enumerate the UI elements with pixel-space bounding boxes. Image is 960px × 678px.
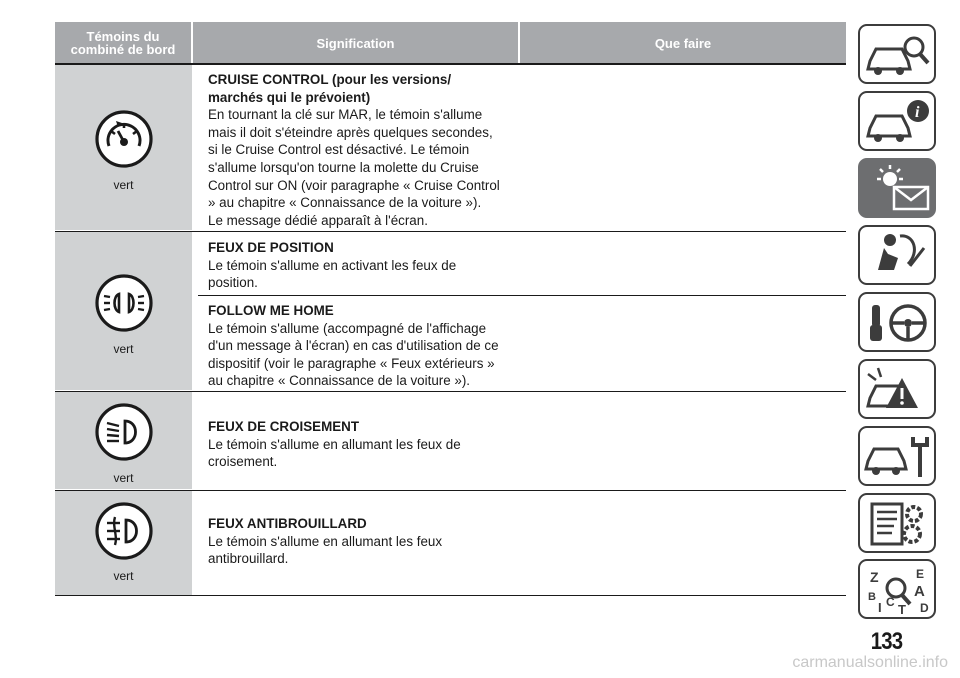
low-beam-icon (94, 402, 154, 462)
row-rule (55, 595, 846, 596)
tab-airbag-seat[interactable] (858, 225, 936, 285)
car-info-icon (864, 96, 932, 148)
sub-row-rule (198, 295, 846, 296)
position-lights-icon (94, 273, 154, 333)
entry-line: Le témoin s'allume en activant les feux de (208, 257, 457, 273)
entry-line: d'un message à l'écran) en cas d'utilisation de ce (208, 338, 499, 354)
entry-line: si le Cruise Control est désactivé. Le témoin (208, 142, 470, 158)
entry-line: au chapitre « Connaissance de la voiture »). (208, 373, 471, 389)
entry-fog-lights (208, 515, 528, 568)
tab-specs-gear[interactable] (858, 493, 936, 553)
svg-text:I: I (878, 600, 882, 615)
svg-text:i: i (915, 104, 920, 121)
svg-text:E: E (916, 567, 925, 581)
header-line-1: Témoins du (86, 29, 160, 44)
key-steering-icon (864, 297, 932, 349)
entry-line: Control sur ON (voir paragraphe « Cruise Control (208, 177, 500, 193)
specs-gear-icon (864, 498, 932, 550)
entry-line: croisement. (208, 454, 278, 470)
lamp-color-label: vert (113, 471, 134, 485)
lamp-color-label: vert (113, 178, 134, 192)
watermark: carmanualsonline.info (792, 654, 948, 671)
warning-lights-icon (864, 163, 932, 215)
index-alphabet-icon (864, 564, 932, 616)
entry-low-beam (208, 418, 528, 471)
entry-line: En tournant la clé sur MAR, le témoin s'allume (208, 107, 483, 123)
entry-title: FOLLOW ME HOME (208, 303, 334, 318)
entry-line: Le témoin s'allume (accompagné de l'affichage (208, 320, 487, 336)
lamp-cell-low-beam (55, 392, 192, 489)
header-what-to-do: Que faire (520, 22, 846, 64)
entry-line: position. (208, 275, 258, 291)
header-meaning: Signification (193, 22, 518, 64)
entry-cruise-control (208, 71, 528, 229)
cruise-control-icon (94, 109, 154, 169)
svg-text:B: B (868, 591, 876, 603)
entry-line: Le message dédié apparaît à l'écran. (208, 212, 428, 228)
lamp-cell-fog (55, 491, 192, 595)
header-line-2: combiné de bord (70, 42, 176, 57)
car-search-icon (864, 29, 932, 81)
tab-index-alphabet[interactable] (858, 559, 936, 619)
entry-title: FEUX DE CROISEMENT (208, 419, 360, 434)
entry-line: Le témoin s'allume en allumant les feux (208, 533, 443, 549)
fog-light-icon (94, 501, 154, 561)
airbag-seat-icon (864, 230, 932, 282)
lamp-cell-position (55, 232, 192, 390)
tab-car-info[interactable] (858, 91, 936, 151)
lamp-cell-cruise (55, 65, 192, 230)
svg-text:T: T (898, 602, 906, 616)
entry-line: dispositif (voir le paragraphe « Feux extérieurs » (208, 355, 495, 371)
svg-text:D: D (920, 601, 929, 615)
entry-line: Le témoin s'allume en allumant les feux de (208, 436, 461, 452)
entry-title: FEUX ANTIBROUILLARD (208, 516, 367, 531)
entry-follow-me-home (208, 302, 528, 390)
svg-text:C: C (886, 595, 895, 609)
car-emergency-icon (864, 364, 932, 416)
header-warning-lights (55, 22, 191, 64)
tab-key-steering[interactable] (858, 292, 936, 352)
car-maintenance-icon (864, 431, 932, 483)
entry-title: marchés qui le prévoient) (208, 89, 371, 105)
entry-line: antibrouillard. (208, 551, 289, 567)
tab-car-maintenance[interactable] (858, 426, 936, 486)
tab-warning-lights[interactable] (858, 158, 936, 218)
lamp-color-label: vert (113, 342, 134, 356)
entry-line: s'allume lorsqu'on tourne la molette du Cruise (208, 159, 479, 175)
tab-car-search[interactable] (858, 24, 936, 84)
entry-position-lights (208, 239, 528, 292)
entry-line: mais il doit s'éteindre après quelques secondes, (208, 124, 493, 140)
page-number: 133 (870, 628, 903, 655)
tab-car-emergency[interactable] (858, 359, 936, 419)
svg-text:A: A (914, 583, 925, 600)
entry-title: FEUX DE POSITION (208, 240, 334, 255)
entry-line: » au chapitre « Connaissance de la voiture »). (208, 195, 482, 211)
svg-text:Z: Z (870, 569, 879, 585)
lamp-color-label: vert (113, 569, 134, 583)
entry-title: CRUISE CONTROL (pour les versions/ (208, 72, 452, 87)
